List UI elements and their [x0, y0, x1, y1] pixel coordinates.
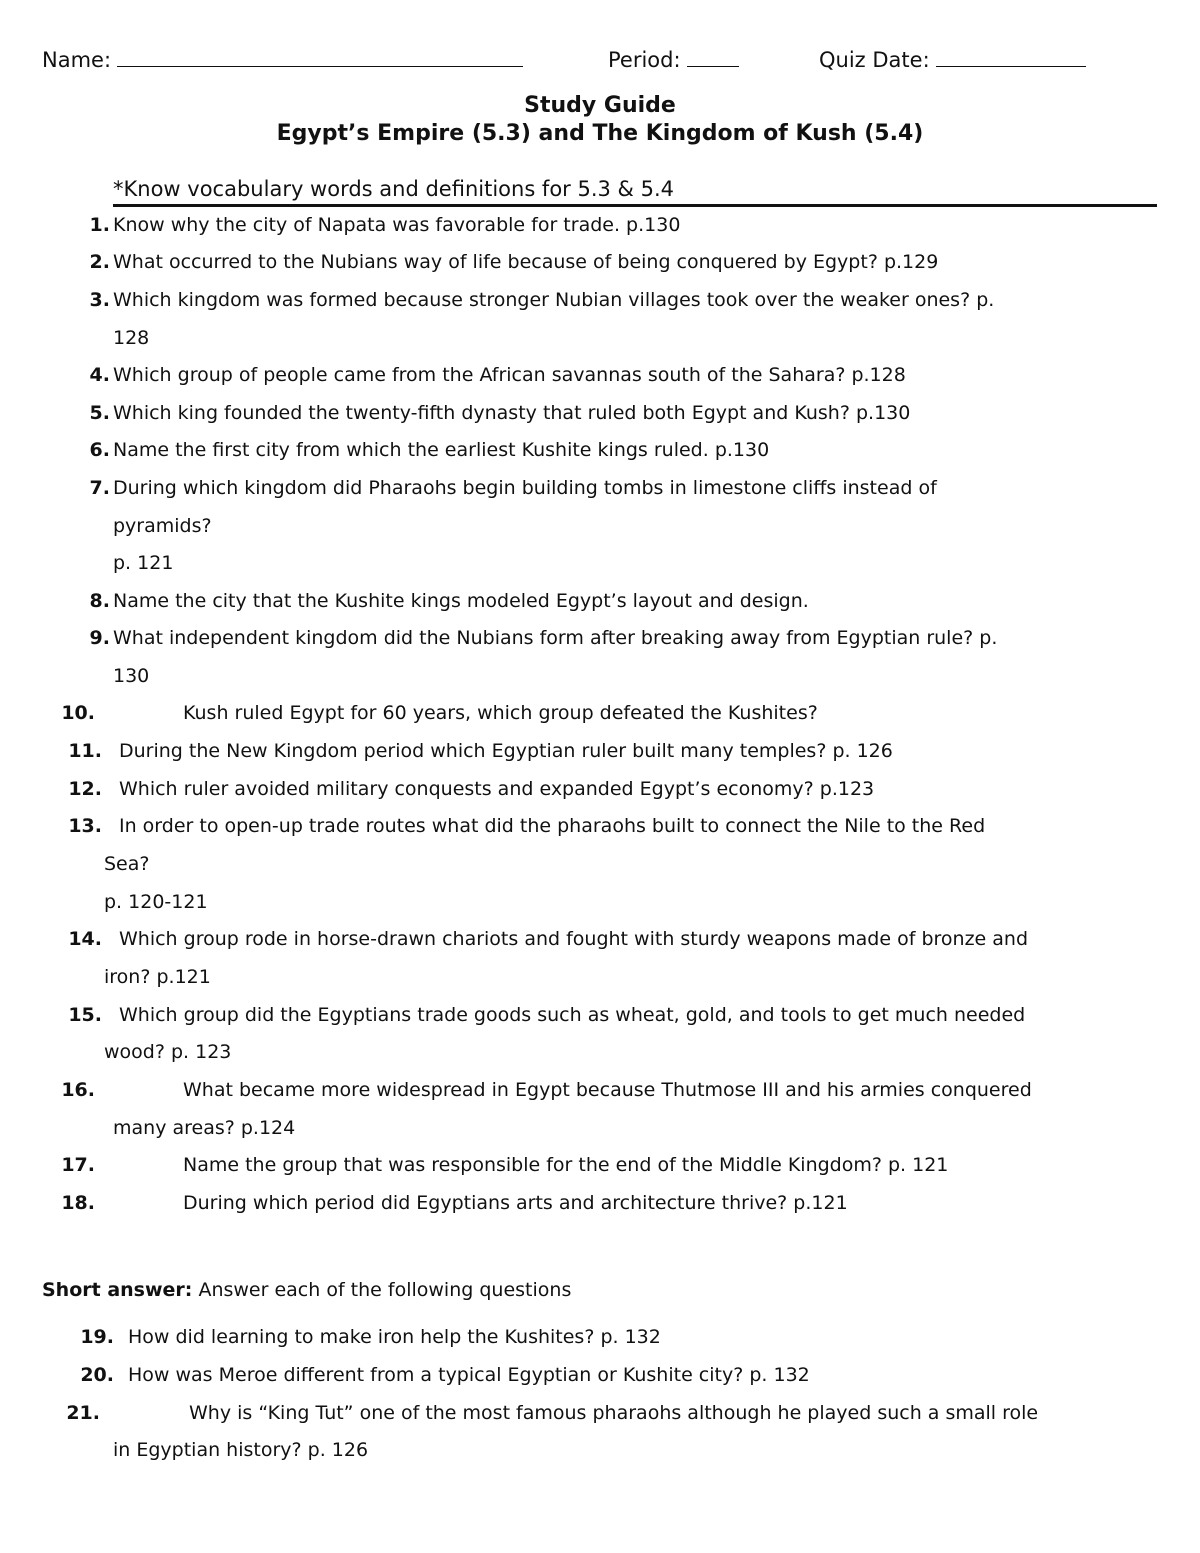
question-number: 7. — [89, 477, 110, 499]
question-text: Which group did the Egyptians trade goods such as wheat, gold, and tools to get much needed — [119, 1004, 1026, 1026]
question-text: What independent kingdom did the Nubians form after breaking away from Egyptian rule? p. 130 — [113, 627, 998, 687]
question-text: Name the group that was responsible for the end of the Middle Kingdom? p. 121 — [183, 1154, 949, 1176]
quiz-date-blank[interactable] — [936, 44, 1086, 67]
question-number: 15. — [68, 1004, 102, 1026]
question-item — [68, 733, 1169, 771]
question-text: many areas? p.124 — [113, 1117, 296, 1139]
question-text: Why is “King Tut” one of the most famous pharaohs although he played such a small role — [189, 1402, 1039, 1424]
question-item — [89, 282, 1163, 357]
question-text: Which group rode in horse-drawn chariots and fought with sturdy weapons made of bronze and — [119, 928, 1029, 950]
name-label: Name: — [42, 48, 112, 72]
question-number: 20. — [80, 1364, 114, 1386]
short-answer-label: Short answer: — [42, 1279, 193, 1301]
question-number: 17. — [61, 1154, 95, 1176]
question-number: 6. — [89, 439, 110, 461]
question-number: 10. — [61, 702, 95, 724]
question-text: How was Meroe different from a typical Egyptian or Kushite city? p. 132 — [128, 1364, 810, 1386]
question-number: 4. — [89, 364, 110, 386]
question-number: 21. — [66, 1402, 100, 1424]
question-continuation — [104, 959, 1154, 997]
question-item — [61, 1072, 1173, 1110]
question-item — [68, 997, 1179, 1035]
question-text: What occurred to the Nubians way of life because of being conquered by Egypt? p.129 — [113, 251, 939, 273]
question-number: 12. — [68, 778, 102, 800]
question-continuation — [104, 1034, 1154, 1072]
question-text: During which period did Egyptians arts and architecture thrive? p.121 — [183, 1192, 848, 1214]
question-number: 5. — [89, 402, 110, 424]
question-text: How did learning to make iron help the Kushites? p. 132 — [128, 1326, 661, 1348]
question-item — [66, 1395, 1174, 1433]
question-number: 19. — [80, 1326, 114, 1348]
question-text: Kush ruled Egypt for 60 years, which group defeated the Kushites? — [183, 702, 818, 724]
question-item — [61, 1185, 1163, 1223]
question-item — [80, 1319, 1168, 1357]
name-field — [42, 44, 523, 72]
period-label: Period: — [608, 48, 681, 72]
question-text: Know why the city of Napata was favorable for trade. p.130 — [113, 214, 681, 236]
question-number: 11. — [68, 740, 102, 762]
short-answer-heading — [42, 1276, 571, 1304]
question-text: Which king founded the twenty-fifth dynasty that ruled both Egypt and Kush? p.130 — [113, 402, 911, 424]
question-item — [68, 771, 1169, 809]
question-number: 2. — [89, 251, 110, 273]
question-item — [89, 357, 1163, 395]
question-number: 1. — [89, 214, 110, 236]
question-number: 9. — [89, 627, 110, 649]
question-number: 8. — [89, 590, 110, 612]
question-item — [68, 808, 1169, 846]
question-continuation — [113, 1432, 1163, 1470]
question-item — [61, 695, 1163, 733]
question-text: During which kingdom did Pharaohs begin building tombs in limestone cliffs instead of pyramids? p. 121 — [113, 477, 937, 574]
page-subtitle: Egypt’s Empire (5.3) and The Kingdom of Kush (5.4) — [276, 121, 924, 146]
question-continuation — [104, 846, 1154, 921]
question-item — [89, 244, 1163, 282]
question-text: Which group of people came from the African savannas south of the Sahara? p.128 — [113, 364, 906, 386]
header-fields — [42, 44, 1200, 76]
short-answer-instruction: Answer each of the following questions — [192, 1279, 572, 1301]
question-text: Sea? p. 120-121 — [104, 853, 208, 913]
question-item — [89, 470, 1163, 583]
period-field — [608, 44, 739, 72]
question-text: in Egyptian history? p. 126 — [113, 1439, 369, 1461]
question-item — [80, 1357, 1168, 1395]
question-text: Which kingdom was formed because stronger Nubian villages took over the weaker ones? p. 128 — [113, 289, 995, 349]
question-text: What became more widespread in Egypt because Thutmose III and his armies conquered — [183, 1079, 1032, 1101]
question-number: 14. — [68, 928, 102, 950]
question-number: 16. — [61, 1079, 95, 1101]
question-item — [68, 921, 1179, 959]
question-text: iron? p.121 — [104, 966, 211, 988]
question-number: 18. — [61, 1192, 95, 1214]
question-text: During the New Kingdom period which Egyptian ruler built many temples? p. 126 — [119, 740, 893, 762]
page-title: Study Guide — [524, 93, 676, 118]
question-item — [89, 207, 1163, 245]
question-text: Which ruler avoided military conquests and expanded Egypt’s economy? p.123 — [119, 778, 875, 800]
question-continuation — [113, 1110, 1163, 1148]
question-text: Name the first city from which the earliest Kushite kings ruled. p.130 — [113, 439, 770, 461]
question-text: In order to open-up trade routes what did the pharaohs built to connect the Nile to the Red — [119, 815, 986, 837]
vocab-note: *Know vocabulary words and definitions for 5.3 & 5.4 — [113, 174, 1157, 207]
question-item — [61, 1147, 1163, 1185]
quiz-date-field — [819, 44, 1086, 72]
question-item — [89, 432, 1163, 470]
question-text: wood? p. 123 — [104, 1041, 232, 1063]
period-blank[interactable] — [687, 44, 739, 67]
question-text: Name the city that the Kushite kings modeled Egypt’s layout and design. — [113, 590, 809, 612]
question-item — [89, 583, 1163, 621]
question-item — [89, 395, 1163, 433]
question-item — [89, 620, 1163, 695]
title-block — [0, 92, 1200, 148]
question-number: 3. — [89, 289, 110, 311]
name-blank[interactable] — [117, 44, 523, 67]
quiz-date-label: Quiz Date: — [819, 48, 930, 72]
question-number: 13. — [68, 815, 102, 837]
